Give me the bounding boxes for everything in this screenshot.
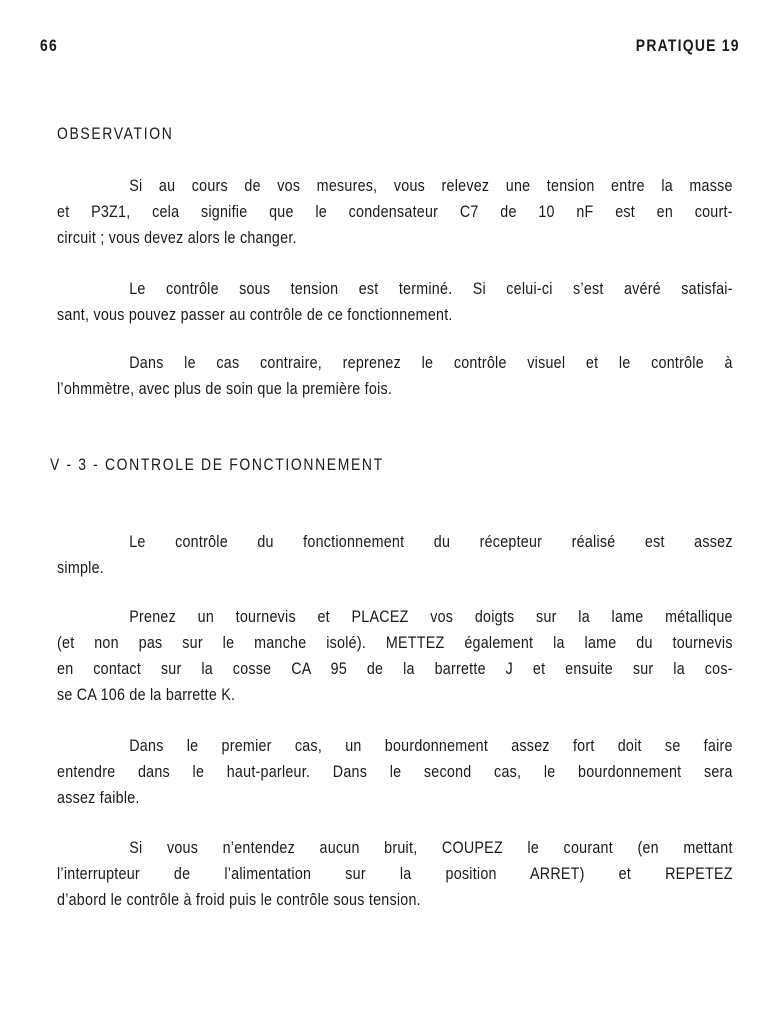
paragraph <box>57 276 733 328</box>
text-line: en contact sur la cosse CA 95 de la barrette J et ensuite sur la cos- <box>57 659 733 678</box>
running-title: PRATIQUE 19 <box>636 36 740 55</box>
text-line: Dans le cas contraire, reprenez le contrôle visuel et le contrôle à <box>129 353 733 372</box>
text-line: Le contrôle sous tension est terminé. Si celui-ci s’est avéré satisfai- <box>129 279 733 298</box>
text-line: Si vous n’entendez aucun bruit, COUPEZ le courant (en mettant <box>129 838 733 857</box>
text-line: Si au cours de vos mesures, vous relevez une tension entre la masse <box>129 176 733 195</box>
paragraph <box>57 350 733 402</box>
text-line: simple. <box>57 558 105 577</box>
paragraph <box>57 529 733 581</box>
text-line: Le contrôle du fonctionnement du récepteur réalisé est assez <box>129 532 733 551</box>
text-line: l’interrupteur de l’alimentation sur la position ARRET) et REPETEZ <box>57 864 733 883</box>
observation-heading: OBSERVATION <box>57 124 174 143</box>
paragraph <box>57 733 733 811</box>
section-heading: V - 3 - CONTROLE DE FONCTIONNEMENT <box>50 455 384 474</box>
text-line: assez faible. <box>57 788 140 807</box>
text-line: sant, vous pouvez passer au contrôle de ce fonctionnement. <box>57 305 453 324</box>
text-line: Prenez un tournevis et PLACEZ vos doigts sur la lame métallique <box>129 607 733 626</box>
paragraph <box>57 173 733 251</box>
paragraph <box>57 835 733 913</box>
text-line: l’ohmmètre, avec plus de soin que la première fois. <box>57 379 393 398</box>
text-line: Dans le premier cas, un bourdonnement assez fort doit se faire <box>129 736 733 755</box>
paragraph <box>57 604 733 708</box>
text-line: se CA 106 de la barrette K. <box>57 685 236 704</box>
text-line: circuit ; vous devez alors le changer. <box>57 228 297 247</box>
page-number: 66 <box>40 36 58 55</box>
text-line: et P3Z1, cela signifie que le condensateur C7 de 10 nF est en court- <box>57 202 733 221</box>
text-line: (et non pas sur le manche isolé). METTEZ également la lame du tournevis <box>57 633 733 652</box>
text-line: d’abord le contrôle à froid puis le contrôle sous tension. <box>57 890 421 909</box>
text-line: entendre dans le haut-parleur. Dans le second cas, le bourdonnement sera <box>57 762 733 781</box>
